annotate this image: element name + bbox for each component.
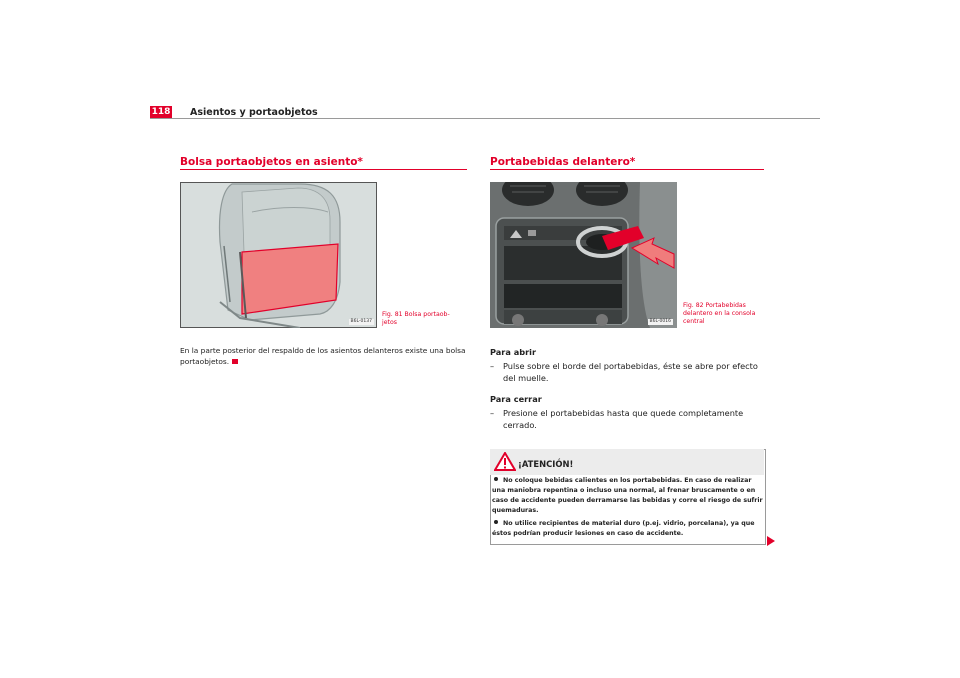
continue-arrow-svg <box>766 535 776 547</box>
figure-cupholder <box>490 182 677 328</box>
warning-line: quemaduras. <box>492 507 539 514</box>
close-heading: Para cerrar <box>490 394 542 404</box>
warning-line <box>492 519 764 529</box>
section-rule-left <box>180 169 467 170</box>
warning-line: éstos podrían producir lesiones en caso de accidente. <box>492 530 684 537</box>
section-title-seat-pocket: Bolsa portaobjetos en asiento* <box>180 156 363 168</box>
warning-line: una maniobra repentina o incluso una normal, al frenar bruscamente o en <box>492 487 756 494</box>
close-step <box>490 407 770 431</box>
figure-caption-81 <box>382 311 450 327</box>
dash: – <box>490 361 495 371</box>
figure-caption-82 <box>683 302 755 326</box>
section-rule-right <box>490 169 764 170</box>
warning-text: No coloque bebidas calientes en los portabebidas. En caso de realizar <box>503 477 752 484</box>
bullet-icon <box>494 520 498 524</box>
warning-content <box>492 476 764 539</box>
warning-text: No utilice recipientes de material duro (p.ej. vidrio, porcelana), ya que <box>503 520 755 527</box>
body-line: portaobjetos. <box>180 357 230 366</box>
open-step <box>490 360 770 384</box>
step-line: Pulse sobre el borde del portabebidas, éste se abre por efecto <box>503 361 758 371</box>
step-line: cerrado. <box>503 420 537 430</box>
step-line: Presione el portabebidas hasta que quede completamente <box>503 408 744 418</box>
seat-pocket-illustration <box>180 182 377 328</box>
warning-bullet-1 <box>492 476 764 516</box>
warning-bullet-2 <box>492 519 764 539</box>
end-mark-icon <box>232 359 238 364</box>
dash: – <box>490 408 495 418</box>
caption-line: Fig. 82 Portabebidas <box>683 302 746 309</box>
bullet-icon <box>494 477 498 481</box>
continue-arrow-icon <box>766 532 776 551</box>
body-line-with-end-mark <box>180 356 470 367</box>
warning-triangle-icon <box>494 452 516 475</box>
caption-line: central <box>683 318 705 325</box>
seat-pocket-description <box>180 345 470 367</box>
caption-line: Fig. 81 Bolsa portaob- <box>382 311 450 318</box>
caption-line: jetos <box>382 319 397 326</box>
header-rule <box>150 118 820 119</box>
figure-code: B6L-0016 <box>649 319 671 324</box>
cupholder-illustration <box>490 182 677 328</box>
warning-line: caso de accidente pueden derramarse las bebidas y corre el riesgo de sufrir <box>492 497 763 504</box>
open-heading: Para abrir <box>490 347 536 357</box>
page-number: 118 <box>151 107 171 117</box>
body-line: En la parte posterior del respaldo de los asientos delanteros existe una bolsa <box>180 346 466 355</box>
warning-line <box>492 476 764 486</box>
figure-seat-pocket <box>180 182 377 328</box>
step-line: del muelle. <box>503 373 549 383</box>
header-title: Asientos y portaobjetos <box>190 107 318 118</box>
section-title-cupholder: Portabebidas delantero* <box>490 156 636 168</box>
figure-code: B6L-0137 <box>350 319 372 324</box>
warning-title: ¡ATENCIÓN! <box>518 459 574 469</box>
caption-line: delantero en la consola <box>683 310 756 317</box>
warning-triangle-svg <box>494 452 516 471</box>
cupholder-instructions <box>490 346 770 431</box>
